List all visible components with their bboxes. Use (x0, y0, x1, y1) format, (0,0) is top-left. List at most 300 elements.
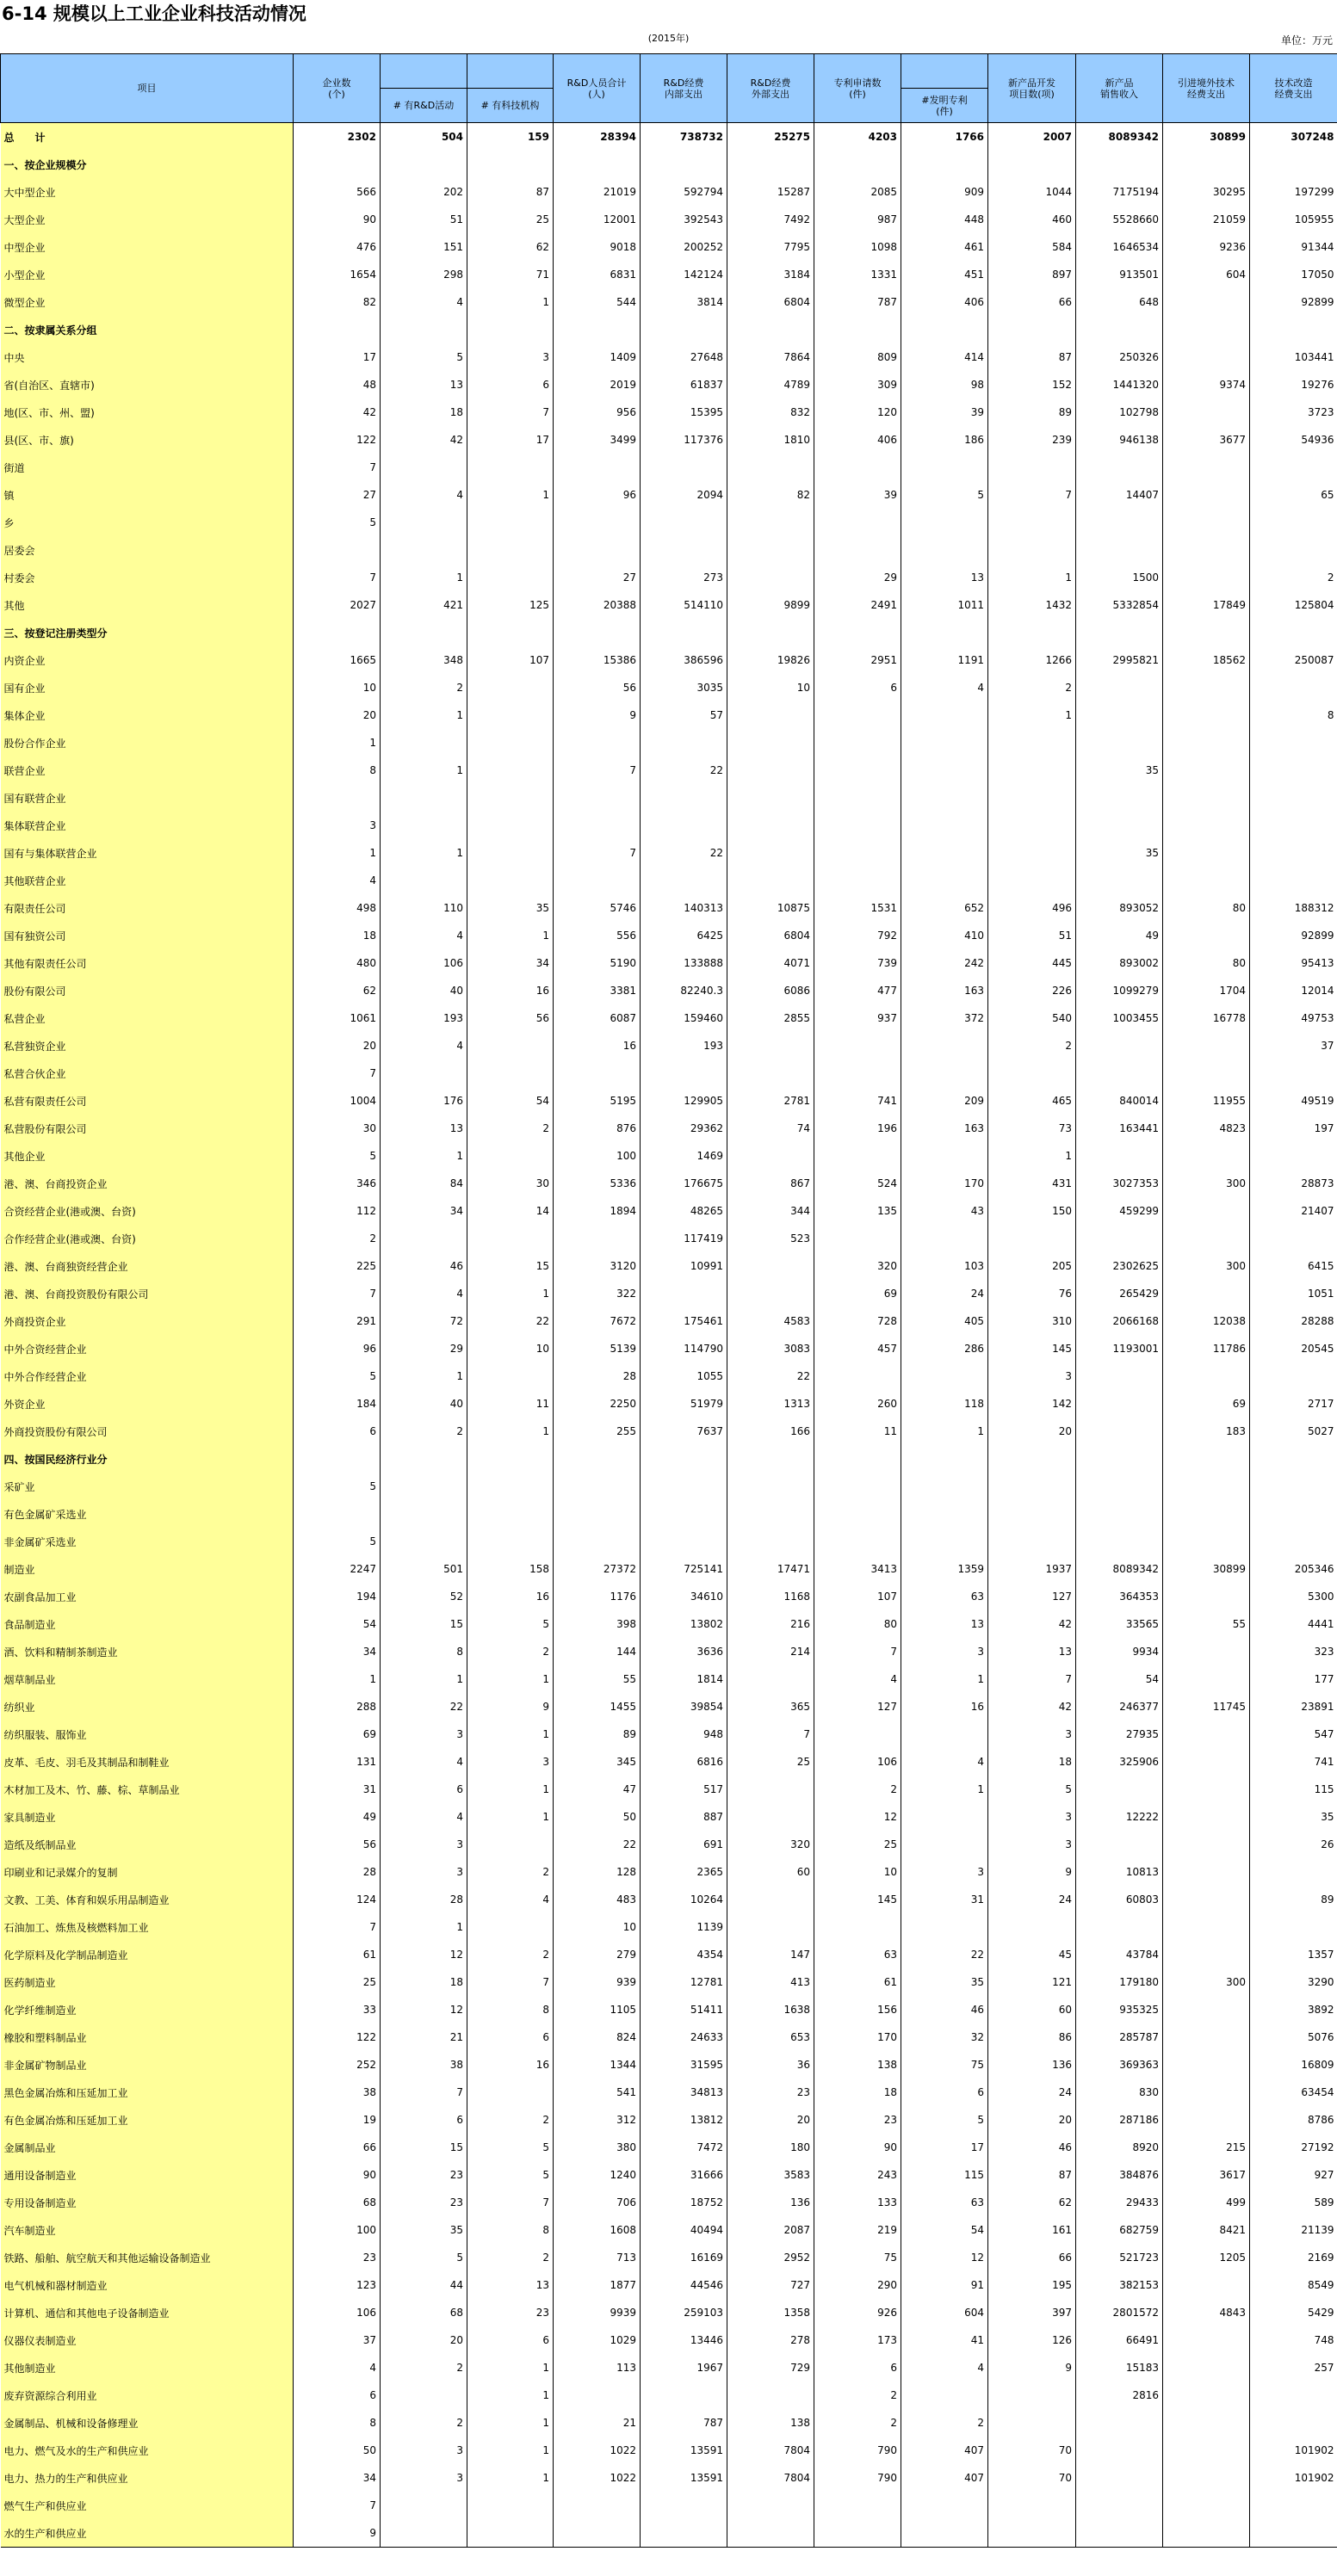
table-cell: 6 (294, 2381, 381, 2409)
table-cell: 1 (467, 288, 554, 316)
table-cell: 34813 (641, 2079, 727, 2106)
table-cell: 1 (381, 839, 467, 867)
table-cell: 28 (554, 1362, 641, 1390)
table-cell: 145 (988, 1335, 1076, 1362)
table-cell (988, 729, 1076, 757)
table-cell: 5 (467, 2134, 554, 2161)
table-cell: 7 (294, 1059, 381, 1087)
table-cell (1163, 2381, 1250, 2409)
table-cell: 102798 (1076, 398, 1163, 426)
row-label: 有色金属矿采选业 (1, 1500, 294, 1528)
table-cell: 138 (727, 2409, 814, 2437)
table-cell (901, 2492, 988, 2519)
table-cell (1163, 1886, 1250, 1913)
table-cell: 90 (294, 206, 381, 233)
table-cell: 22 (641, 839, 727, 867)
table-cell: 1 (467, 1418, 554, 1445)
table-cell (727, 1252, 814, 1280)
table-cell: 1193001 (1076, 1335, 1163, 1362)
table-cell: 170 (814, 2023, 901, 2051)
table-cell: 1 (467, 2437, 554, 2464)
table-cell (1076, 509, 1163, 536)
table-cell: 2491 (814, 591, 901, 619)
table-cell: 832 (727, 398, 814, 426)
table-cell: 1139 (641, 1913, 727, 1941)
table-cell: 17 (467, 426, 554, 454)
table-cell: 13591 (641, 2464, 727, 2492)
table-cell (467, 2519, 554, 2548)
table-cell: 4 (381, 1748, 467, 1776)
table-cell: 214 (727, 1638, 814, 1665)
table-cell (1163, 1831, 1250, 1858)
table-cell: 23891 (1301, 1701, 1334, 1713)
table-cell (727, 784, 814, 812)
table-cell: 504 (381, 123, 467, 151)
row-label: 制造业 (1, 1555, 294, 1583)
table-cell: 39854 (641, 1693, 727, 1720)
table-cell: 13 (381, 371, 467, 398)
table-cell: 405 (901, 1307, 988, 1335)
row-label: 采矿业 (1, 1473, 294, 1500)
table-cell (1163, 481, 1250, 509)
table-cell: 300 (1163, 1968, 1250, 1996)
table-cell: 3413 (814, 1555, 901, 1583)
table-cell: 239 (988, 426, 1076, 454)
column-header-spacer (381, 54, 467, 89)
table-cell (1163, 2326, 1250, 2354)
table-cell: 1 (381, 564, 467, 591)
table-cell: 65 (1321, 489, 1334, 501)
table-cell: 285787 (1076, 2023, 1163, 2051)
row-label: 合作经营企业(港或澳、台资) (1, 1225, 294, 1252)
table-cell (381, 2381, 467, 2409)
table-cell: 8 (1327, 709, 1334, 721)
table-cell: 369363 (1076, 2051, 1163, 2079)
table-cell: 150 (988, 1197, 1076, 1225)
table-cell (1250, 674, 1337, 701)
table-cell: 7492 (727, 206, 814, 233)
table-cell (814, 536, 901, 564)
table-cell: 16 (901, 1693, 988, 1720)
table-cell: 592794 (641, 178, 727, 206)
table-cell: 926 (814, 2299, 901, 2326)
table-cell: 2816 (1076, 2381, 1163, 2409)
table-cell (1163, 2106, 1250, 2134)
table-cell: 1766 (901, 123, 988, 151)
row-label: 私营股份有限公司 (1, 1115, 294, 1142)
table-cell: 117376 (641, 426, 727, 454)
row-label: 小型企业 (1, 261, 294, 288)
table-cell (814, 1720, 901, 1748)
table-row (1, 1473, 1337, 1500)
table-cell: 382153 (1076, 2271, 1163, 2299)
table-cell (1250, 1142, 1337, 1170)
table-cell: 114790 (641, 1335, 727, 1362)
table-cell (1163, 1913, 1250, 1941)
table-cell: 18 (381, 398, 467, 426)
table-row (1, 1004, 1337, 1032)
table-cell (554, 536, 641, 564)
table-cell: 46 (988, 2134, 1076, 2161)
table-cell: 5 (467, 2161, 554, 2189)
row-label: 村委会 (1, 564, 294, 591)
table-cell (988, 1500, 1076, 1528)
table-row (1, 949, 1337, 977)
table-cell: 47 (554, 1776, 641, 1803)
table-cell: 6 (901, 2079, 988, 2106)
table-cell: 1022 (554, 2464, 641, 2492)
table-cell: 18 (294, 922, 381, 949)
table-cell: 82 (294, 288, 381, 316)
table-cell: 476 (294, 233, 381, 261)
table-cell: 12001 (554, 206, 641, 233)
row-label: 食品制造业 (1, 1610, 294, 1638)
table-cell: 13 (988, 1638, 1076, 1665)
row-label: 医药制造业 (1, 1968, 294, 1996)
table-cell: 2 (381, 2409, 467, 2437)
table-cell: 348 (381, 646, 467, 674)
table-cell (901, 1032, 988, 1059)
table-cell: 54936 (1301, 434, 1334, 446)
table-cell: 66 (294, 2134, 381, 2161)
table-cell (381, 812, 467, 839)
table-cell: 43784 (1076, 1941, 1163, 1968)
row-label: 水的生产和供应业 (1, 2519, 294, 2548)
table-cell: 461 (901, 233, 988, 261)
table-cell (727, 536, 814, 564)
table-cell: 50 (554, 1803, 641, 1831)
table-cell: 273 (641, 564, 727, 591)
table-cell (467, 1059, 554, 1087)
table-cell (1163, 288, 1250, 316)
table-row (1, 1803, 1337, 1831)
table-cell (727, 454, 814, 481)
table-cell: 909 (901, 178, 988, 206)
table-cell (814, 1362, 901, 1390)
table-cell: 3083 (727, 1335, 814, 1362)
table-cell (988, 509, 1076, 536)
row-label: 中型企业 (1, 233, 294, 261)
table-cell (1250, 839, 1337, 867)
row-label: 外资企业 (1, 1390, 294, 1418)
table-cell: 290 (814, 2271, 901, 2299)
row-label: 内资企业 (1, 646, 294, 674)
table-cell: 380 (554, 2134, 641, 2161)
table-cell: 413 (727, 1968, 814, 1996)
table-cell (1250, 619, 1337, 646)
row-label: 有限责任公司 (1, 894, 294, 922)
table-cell: 9 (294, 2519, 381, 2548)
table-cell (901, 757, 988, 784)
table-cell: 27 (294, 481, 381, 509)
table-cell (1250, 1225, 1337, 1252)
table-cell: 5 (294, 1362, 381, 1390)
row-label: 汽车制造业 (1, 2216, 294, 2244)
table-cell (901, 1225, 988, 1252)
table-cell: 28873 (1301, 1177, 1334, 1189)
table-cell (814, 151, 901, 178)
table-cell: 20 (294, 1032, 381, 1059)
table-row (1, 316, 1337, 343)
table-cell: 5429 (1307, 2307, 1334, 2319)
table-cell: 365 (727, 1693, 814, 1720)
row-label: 金属制品、机械和设备修理业 (1, 2409, 294, 2437)
table-cell (901, 2381, 988, 2409)
table-cell: 66491 (1076, 2326, 1163, 2354)
table-cell: 10813 (1076, 1858, 1163, 1886)
table-cell (641, 2492, 727, 2519)
table-cell: 197299 (1294, 186, 1334, 198)
table-cell: 170 (901, 1170, 988, 1197)
table-cell: 1344 (554, 2051, 641, 2079)
table-cell: 2801572 (1076, 2299, 1163, 2326)
table-cell: 1176 (554, 1583, 641, 1610)
row-label: 化学纤维制造业 (1, 1996, 294, 2023)
table-cell (901, 701, 988, 729)
table-cell (988, 2409, 1076, 2437)
table-cell: 1 (988, 701, 1076, 729)
table-cell: 127 (988, 1583, 1076, 1610)
table-cell (1163, 1445, 1250, 1473)
table-cell: 260 (814, 1390, 901, 1418)
table-cell: 31 (901, 1886, 988, 1913)
table-cell: 3 (294, 812, 381, 839)
table-cell: 1061 (294, 1004, 381, 1032)
table-cell: 1191 (901, 646, 988, 674)
table-cell: 648 (1076, 288, 1163, 316)
table-cell: 4 (381, 481, 467, 509)
table-cell: 824 (554, 2023, 641, 2051)
table-cell (1250, 2381, 1337, 2409)
table-cell: 9 (467, 1693, 554, 1720)
table-cell: 4 (901, 1748, 988, 1776)
table-cell: 5746 (554, 894, 641, 922)
table-cell: 52 (381, 1583, 467, 1610)
table-row (1, 2079, 1337, 2106)
table-cell (1163, 343, 1250, 371)
table-cell (988, 2519, 1076, 2548)
table-cell: 28394 (554, 123, 641, 151)
table-cell: 406 (814, 426, 901, 454)
table-cell: 1654 (294, 261, 381, 288)
table-cell: 197 (1314, 1122, 1334, 1134)
table-cell: 3120 (554, 1252, 641, 1280)
table-cell: 10 (727, 674, 814, 701)
table-cell (988, 757, 1076, 784)
table-cell: 186 (901, 426, 988, 454)
table-cell: 56 (294, 1831, 381, 1858)
table-cell: 9 (988, 2354, 1076, 2381)
table-cell: 20545 (1301, 1343, 1334, 1355)
table-cell (988, 1528, 1076, 1555)
table-cell: 159 (467, 123, 554, 151)
table-cell (1163, 674, 1250, 701)
table-cell: 49 (1076, 922, 1163, 949)
table-cell: 5 (901, 481, 988, 509)
table-cell: 8089342 (1076, 1555, 1163, 1583)
table-row (1, 371, 1337, 398)
table-cell: 451 (901, 261, 988, 288)
table-cell (1163, 701, 1250, 729)
table-cell (554, 729, 641, 757)
table-cell (727, 1528, 814, 1555)
table-cell: 176 (381, 1087, 467, 1115)
table-cell: 1967 (641, 2354, 727, 2381)
table-cell (988, 151, 1076, 178)
row-label: 农副食品加工业 (1, 1583, 294, 1610)
table-cell (641, 729, 727, 757)
statistics-table (0, 53, 1337, 2548)
table-cell (1250, 1913, 1337, 1941)
table-cell: 1810 (727, 426, 814, 454)
table-cell: 106 (814, 1748, 901, 1776)
table-cell: 8 (381, 1638, 467, 1665)
table-cell (814, 729, 901, 757)
row-label: 电气机械和器材制造业 (1, 2271, 294, 2299)
table-row (1, 1913, 1337, 1941)
table-cell: 255 (554, 1418, 641, 1445)
table-cell: 1 (381, 1142, 467, 1170)
row-label: 非金属矿采选业 (1, 1528, 294, 1555)
table-cell (554, 454, 641, 481)
table-cell: 176675 (641, 1170, 727, 1197)
table-cell: 448 (901, 206, 988, 233)
table-cell: 2 (988, 1032, 1076, 1059)
table-cell: 392543 (641, 206, 727, 233)
table-cell: 384876 (1076, 2161, 1163, 2189)
table-cell: 3 (988, 1803, 1076, 1831)
table-cell (1250, 867, 1337, 894)
table-row (1, 1087, 1337, 1115)
table-cell (1163, 1748, 1250, 1776)
table-row (1, 2244, 1337, 2271)
table-cell (1076, 1528, 1163, 1555)
table-cell: 6804 (727, 288, 814, 316)
column-header-tech-org: # 有科技机构 (467, 89, 554, 123)
row-label: 皮革、毛皮、羽毛及其制品和制鞋业 (1, 1748, 294, 1776)
table-row (1, 2134, 1337, 2161)
table-cell: 344 (727, 1197, 814, 1225)
table-cell (381, 2519, 467, 2548)
table-cell: 9899 (727, 591, 814, 619)
table-cell: 90 (814, 2134, 901, 2161)
table-cell: 250087 (1294, 654, 1334, 666)
table-cell: 406 (901, 288, 988, 316)
row-label: 乡 (1, 509, 294, 536)
table-cell: 584 (988, 233, 1076, 261)
table-row (1, 1858, 1337, 1886)
table-cell (988, 316, 1076, 343)
table-cell: 225 (294, 1252, 381, 1280)
table-cell: 151 (381, 233, 467, 261)
table-cell: 521723 (1076, 2244, 1163, 2271)
table-cell: 4823 (1163, 1115, 1250, 1142)
table-cell (814, 1473, 901, 1500)
table-cell: 1 (988, 1142, 1076, 1170)
row-label: 燃气生产和供应业 (1, 2492, 294, 2519)
table-cell: 103441 (1294, 351, 1334, 363)
table-cell: 175461 (641, 1307, 727, 1335)
table-cell: 7 (814, 1638, 901, 1665)
table-cell: 193 (641, 1032, 727, 1059)
row-label: 中外合资经营企业 (1, 1335, 294, 1362)
table-cell: 11786 (1163, 1335, 1250, 1362)
table-cell (988, 1445, 1076, 1473)
table-cell: 24 (988, 1886, 1076, 1913)
table-cell: 307248 (1291, 131, 1334, 143)
column-header-foreign-tech: 引进境外技术 经费支出 (1163, 54, 1250, 123)
table-cell: 589 (1314, 2196, 1334, 2208)
table-cell (381, 619, 467, 646)
table-cell: 166 (727, 1418, 814, 1445)
table-cell: 17849 (1163, 591, 1250, 619)
table-row (1, 1528, 1337, 1555)
table-cell (1163, 867, 1250, 894)
table-cell (294, 1500, 381, 1528)
table-cell (1163, 1473, 1250, 1500)
table-cell: 9236 (1163, 233, 1250, 261)
table-cell (1250, 1528, 1337, 1555)
table-cell: 173 (814, 2326, 901, 2354)
table-cell: 7637 (641, 1418, 727, 1445)
table-cell: 205346 (1294, 1563, 1334, 1575)
table-cell: 3027353 (1076, 1170, 1163, 1197)
table-cell: 219 (814, 2216, 901, 2244)
table-cell: 1 (988, 564, 1076, 591)
table-cell: 44546 (641, 2271, 727, 2299)
table-cell: 1441320 (1076, 371, 1163, 398)
table-cell: 19826 (727, 646, 814, 674)
table-cell (554, 2519, 641, 2548)
table-cell: 12 (901, 2244, 988, 2271)
table-cell: 10 (554, 1913, 641, 1941)
table-cell: 3 (901, 1858, 988, 1886)
table-body (1, 123, 1337, 2548)
table-cell: 41 (901, 2326, 988, 2354)
table-row (1, 1500, 1337, 1528)
table-cell: 131 (294, 1748, 381, 1776)
table-cell: 604 (1163, 261, 1250, 288)
table-cell (1163, 1720, 1250, 1748)
table-cell: 477 (814, 977, 901, 1004)
table-cell (1076, 2519, 1163, 2548)
row-label: 国有独资公司 (1, 922, 294, 949)
table-cell: 89 (988, 398, 1076, 426)
table-cell: 25 (727, 1748, 814, 1776)
table-cell (641, 1528, 727, 1555)
table-cell: 887 (641, 1803, 727, 1831)
table-cell: 54 (901, 2216, 988, 2244)
table-cell: 20 (988, 1418, 1076, 1445)
table-cell: 51979 (641, 1390, 727, 1418)
table-cell: 20388 (554, 591, 641, 619)
table-cell (727, 1500, 814, 1528)
table-cell (1076, 2437, 1163, 2464)
row-label: 废弃资源综合利用业 (1, 2381, 294, 2409)
table-cell: 34 (467, 949, 554, 977)
table-cell: 300 (1163, 1170, 1250, 1197)
table-cell (1163, 1776, 1250, 1803)
table-cell (1163, 757, 1250, 784)
row-label: 大中型企业 (1, 178, 294, 206)
table-row (1, 2381, 1337, 2409)
table-cell: 63 (814, 1941, 901, 1968)
table-cell: 691 (641, 1831, 727, 1858)
table-row (1, 1886, 1337, 1913)
table-cell: 112 (294, 1197, 381, 1225)
table-cell (1076, 729, 1163, 757)
table-cell: 2 (467, 1115, 554, 1142)
